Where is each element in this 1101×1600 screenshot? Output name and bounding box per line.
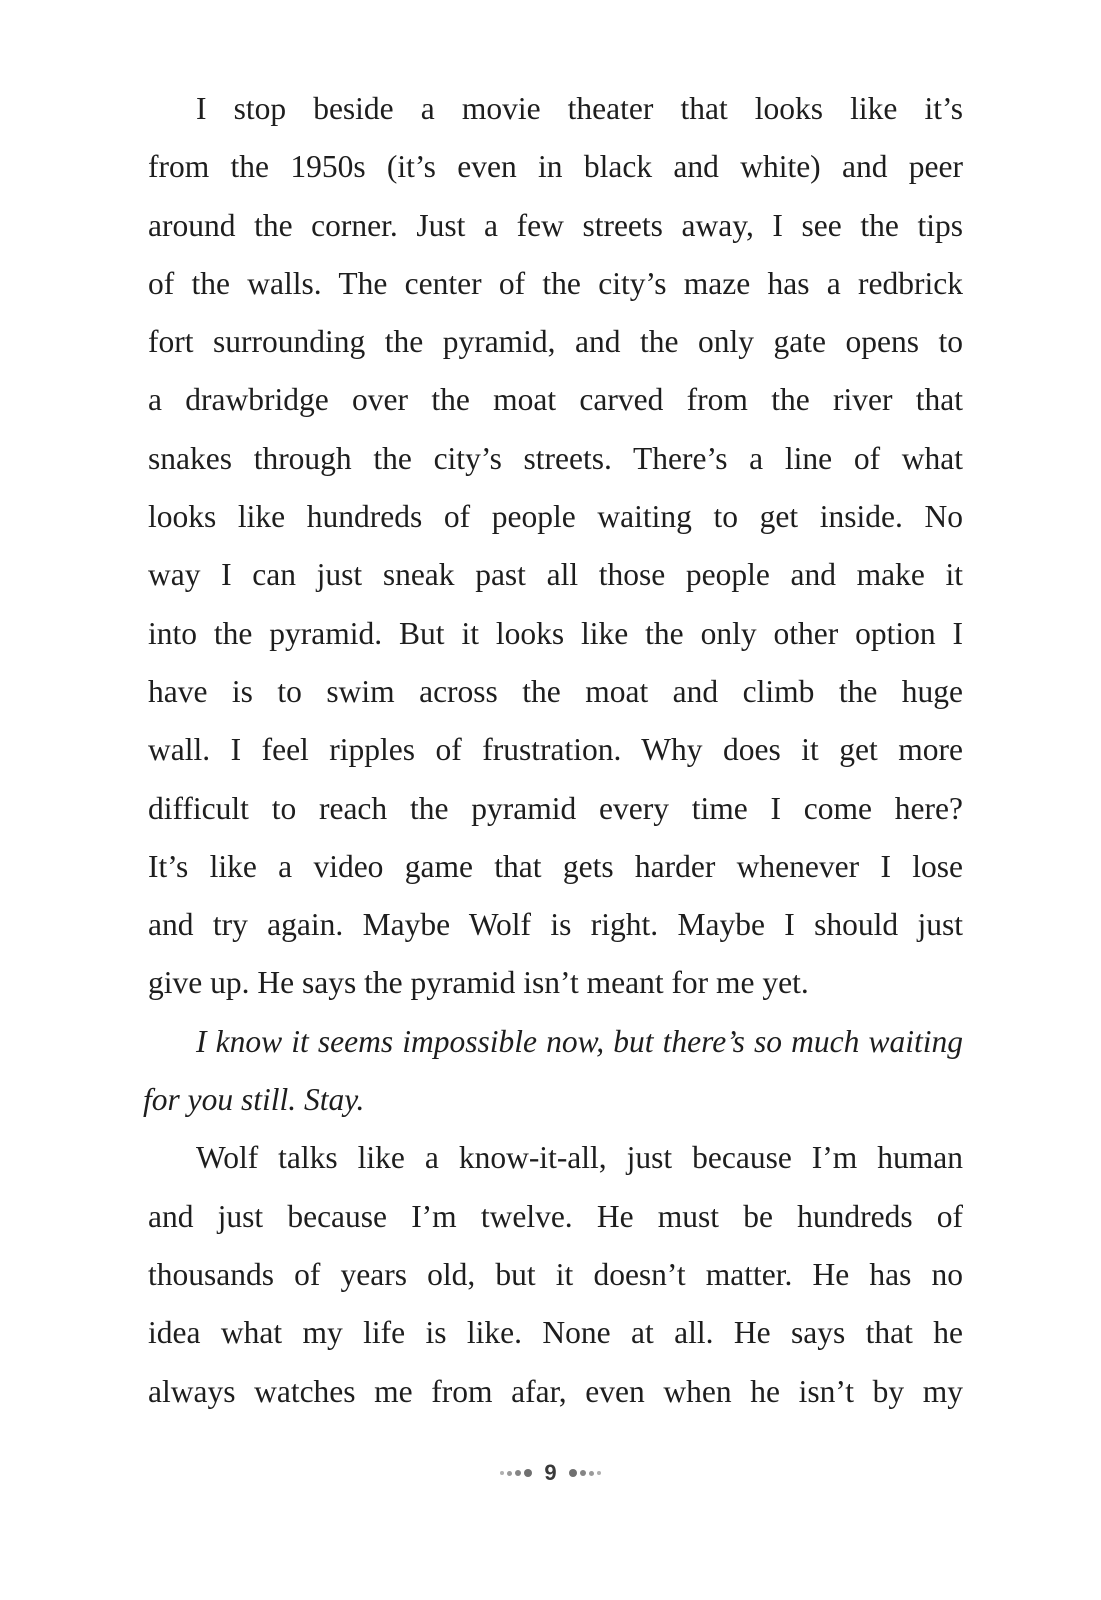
body-text bbox=[143, 80, 963, 1421]
ornament-dot bbox=[507, 1471, 512, 1476]
text-line: into the pyramid. But it looks like the only other option I bbox=[148, 615, 963, 651]
ornament-dot bbox=[589, 1471, 594, 1476]
text-line: It’s like a video game that gets harder whenever I lose bbox=[148, 848, 963, 884]
text-line: around the corner. Just a few streets away, I see the tips bbox=[148, 207, 963, 243]
ornament-dot bbox=[524, 1469, 532, 1477]
page-number: 9 bbox=[544, 1460, 557, 1485]
paragraph bbox=[148, 80, 963, 1013]
right-ornament-dots bbox=[569, 1469, 601, 1477]
left-ornament-dots bbox=[500, 1469, 532, 1477]
text-line: a drawbridge over the moat carved from the river that bbox=[148, 382, 963, 418]
text-line: for you still. Stay. bbox=[143, 1082, 365, 1118]
ornament-dot bbox=[500, 1471, 504, 1475]
ornament-dot bbox=[515, 1470, 521, 1476]
text-line: give up. He says the pyramid isn’t meant for me yet. bbox=[148, 965, 809, 1001]
text-line: idea what my life is like. None at all. He says that he bbox=[148, 1315, 963, 1351]
ornament-dot bbox=[597, 1471, 601, 1475]
text-line: from the 1950s (it’s even in black and white) and peer bbox=[148, 149, 963, 185]
text-line: wall. I feel ripples of frustration. Why does it get more bbox=[148, 732, 963, 768]
text-line: and try again. Maybe Wolf is right. Maybe I should just bbox=[148, 907, 963, 943]
text-line: and just because I’m twelve. He must be hundreds of bbox=[148, 1198, 963, 1234]
page-footer bbox=[0, 1462, 1101, 1484]
text-line: I know it seems impossible now, but there’s so much waiting bbox=[196, 1023, 963, 1059]
text-line: Wolf talks like a know-it-all, just because I’m human bbox=[196, 1140, 963, 1176]
text-line: snakes through the city’s streets. There’s a line of what bbox=[148, 440, 963, 476]
ornament-dot bbox=[580, 1470, 586, 1476]
paragraph bbox=[148, 1129, 963, 1420]
ornament-dot bbox=[569, 1469, 577, 1477]
italic-paragraph bbox=[143, 1013, 963, 1130]
text-line: I stop beside a movie theater that looks like it’s bbox=[196, 91, 963, 126]
text-line: difficult to reach the pyramid every time I come here? bbox=[148, 790, 963, 826]
text-line: looks like hundreds of people waiting to get inside. No bbox=[148, 499, 963, 535]
text-line: have is to swim across the moat and climb the huge bbox=[148, 673, 963, 709]
text-line: of the walls. The center of the city’s maze has a redbrick bbox=[148, 265, 963, 301]
text-line: always watches me from afar, even when he isn’t by my bbox=[148, 1373, 963, 1409]
text-line: thousands of years old, but it doesn’t matter. He has no bbox=[148, 1256, 963, 1292]
text-line: fort surrounding the pyramid, and the only gate opens to bbox=[148, 324, 963, 360]
text-line: way I can just sneak past all those people and make it bbox=[148, 557, 963, 593]
